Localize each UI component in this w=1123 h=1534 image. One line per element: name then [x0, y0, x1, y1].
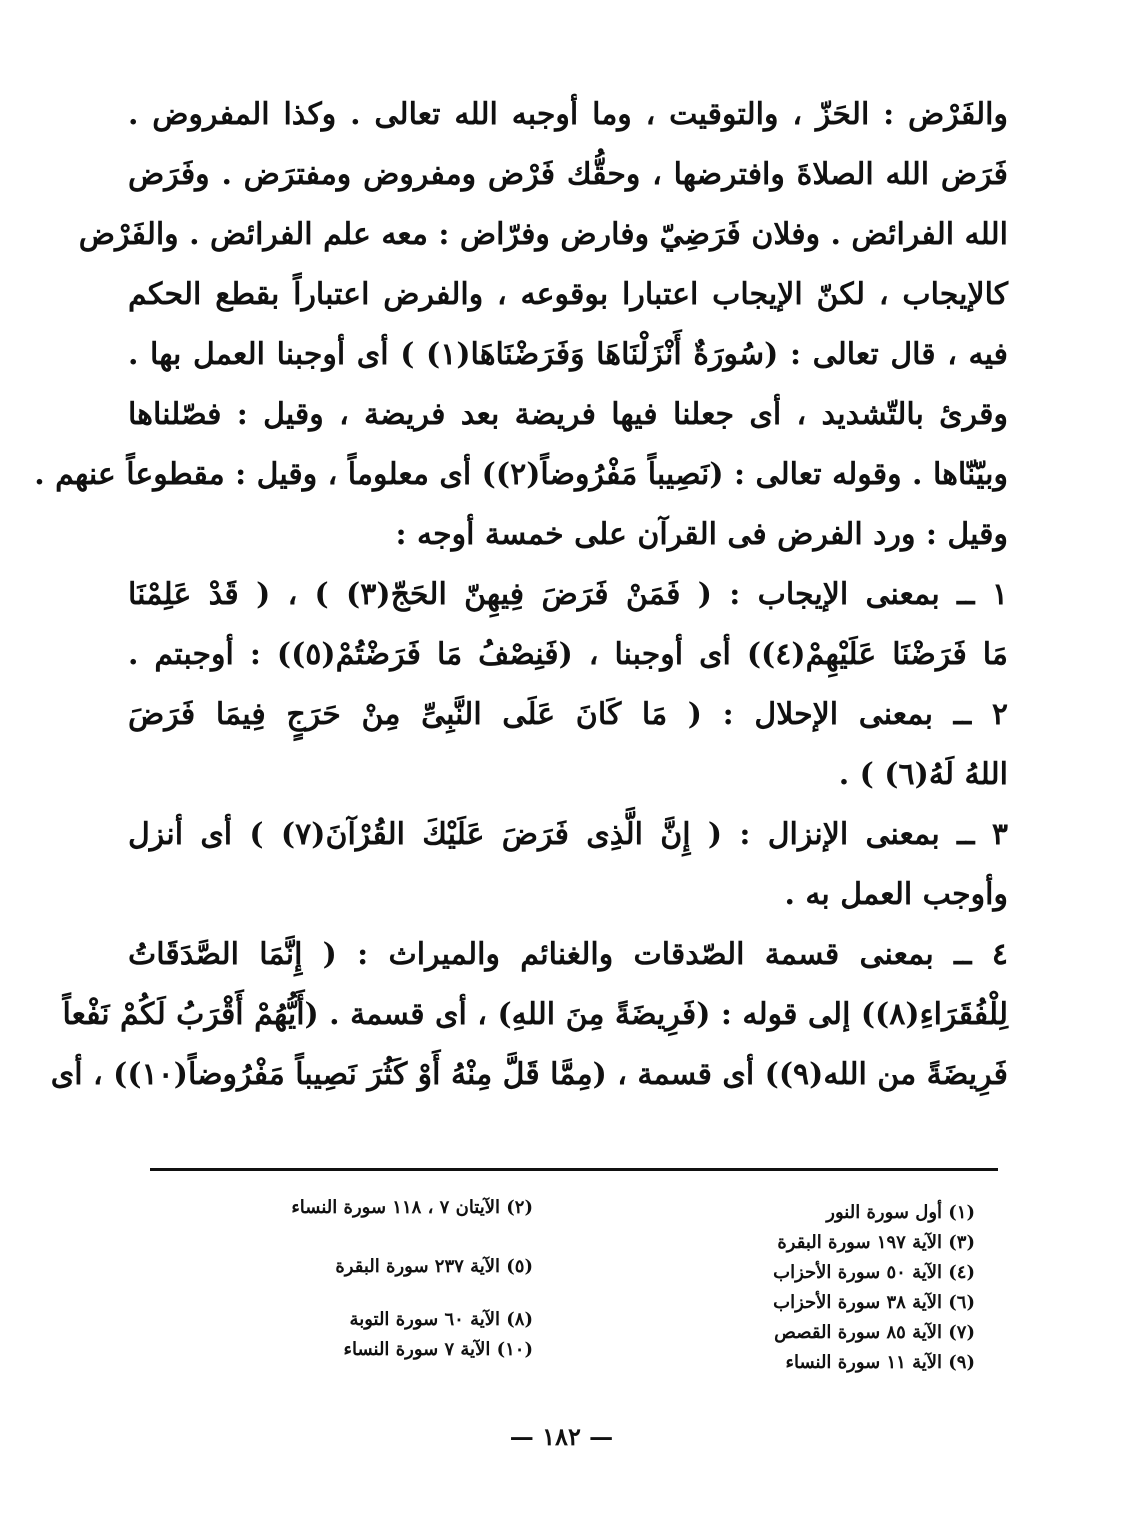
- footnotes-left-column: [153, 1193, 533, 1365]
- text-line: مَا فَرَضْنَا عَلَيْهِمْ(٤)) أى أوجبنا ، (فَنِصْفُ مَا فَرَضْتُمْ(٥)) : أوجبتم .: [128, 637, 1008, 672]
- text-line: الله الفرائض . وفلان فَرَضِيّ وفارض وفرّاض : معه علم الفرائض . والفَرْض: [78, 217, 1008, 252]
- footnote: (١) أول سورة النور: [826, 1202, 975, 1223]
- text-line: وأوجب العمل به .: [784, 877, 1008, 912]
- text-line: ٣ ــ بمعنى الإنزال : ( إِنَّ الَّذِى فَرَضَ عَلَيْكَ القُرْآنَ(٧) ) أى أنزل: [128, 817, 1008, 852]
- footnote-divider: [150, 1168, 998, 1171]
- text-line: اللهُ لَهُ(٦) ) .: [838, 757, 1008, 792]
- text-line: لِلْفُقَرَاءِ(٨)) إلى قوله : (فَرِيضَةً مِنَ اللهِ) ، أى قسمة . (أَيُّهُمْ أَقْرَبُ لَكُمْ نَفْعاً: [62, 997, 1008, 1032]
- footnote: (٩) الآية ١١ سورة النساء: [785, 1352, 975, 1373]
- text-line: وقرئ بالتّشديد ، أى جعلنا فيها فريضة بعد فريضة ، وقيل : فصّلناها: [128, 397, 1008, 432]
- footnotes-right-column: [675, 1198, 975, 1378]
- text-line: كالإيجاب ، لكنّ الإيجاب اعتبارا بوقوعه ، والفرض اعتباراً بقطع الحكم: [128, 277, 1008, 312]
- footnote: (٨) الآية ٦٠ سورة التوبة: [349, 1309, 533, 1330]
- text-line: فيه ، قال تعالى : (سُورَةٌ أَنْزَلْنَاهَا وَفَرَضْنَاهَا(١) ) أى أوجبنا العمل بها .: [128, 337, 1008, 372]
- body-text: [34, 97, 1008, 1120]
- footnote: (٦) الآية ٣٨ سورة الأحزاب: [773, 1292, 975, 1313]
- footnote: (١٠) الآية ٧ سورة النساء: [343, 1339, 533, 1360]
- footnote: (٢) الآيتان ٧ ، ١١٨ سورة النساء: [291, 1197, 533, 1218]
- text-line: ٤ ــ بمعنى قسمة الصّدقات والغنائم والميراث : ( إِنَّمَا الصَّدَقَاتُ: [128, 937, 1008, 972]
- footnote: (٤) الآية ٥٠ سورة الأحزاب: [773, 1262, 975, 1283]
- text-line: والفَرْض : الحَزّ ، والتوقيت ، وما أوجبه الله تعالى . وكذا المفروض .: [128, 97, 1008, 132]
- text-line: فَرَض الله الصلاةَ وافترضها ، وحقُّك فَرْض ومفروض ومفترَض . وفَرَض: [128, 157, 1008, 192]
- text-line: وقيل : ورد الفرض فى القرآن على خمسة أوجه :: [395, 517, 1008, 552]
- footnote: (٣) الآية ١٩٧ سورة البقرة: [777, 1232, 975, 1253]
- footnote: (٥) الآية ٢٣٧ سورة البقرة: [335, 1256, 533, 1277]
- footnote: (٧) الآية ٨٥ سورة القصص: [774, 1322, 975, 1343]
- text-line: فَرِيضَةً من الله(٩)) أى قسمة ، (مِمَّا قَلَّ مِنْهُ أَوْ كَثُرَ نَصِيباً مَفْرُوضاً(١٠)) ، أى: [50, 1057, 1008, 1092]
- text-line: ٢ ــ بمعنى الإحلال : ( مَا كَانَ عَلَى النَّبِىِّ مِنْ حَرَجٍ فِيمَا فَرَضَ: [128, 697, 1008, 732]
- text-line: ١ ــ بمعنى الإيجاب : ( فَمَنْ فَرَضَ فِيهِنّ الحَجّ(٣) ) ، ( قَدْ عَلِمْنَا: [128, 577, 1008, 612]
- text-line: وبيّنّاها . وقوله تعالى : (نَصِيباً مَفْرُوضاً(٢)) أى معلوماً ، وقيل : مقطوعاً عنهم .: [34, 457, 1008, 492]
- page-number: — ١٨٢ —: [509, 1422, 614, 1451]
